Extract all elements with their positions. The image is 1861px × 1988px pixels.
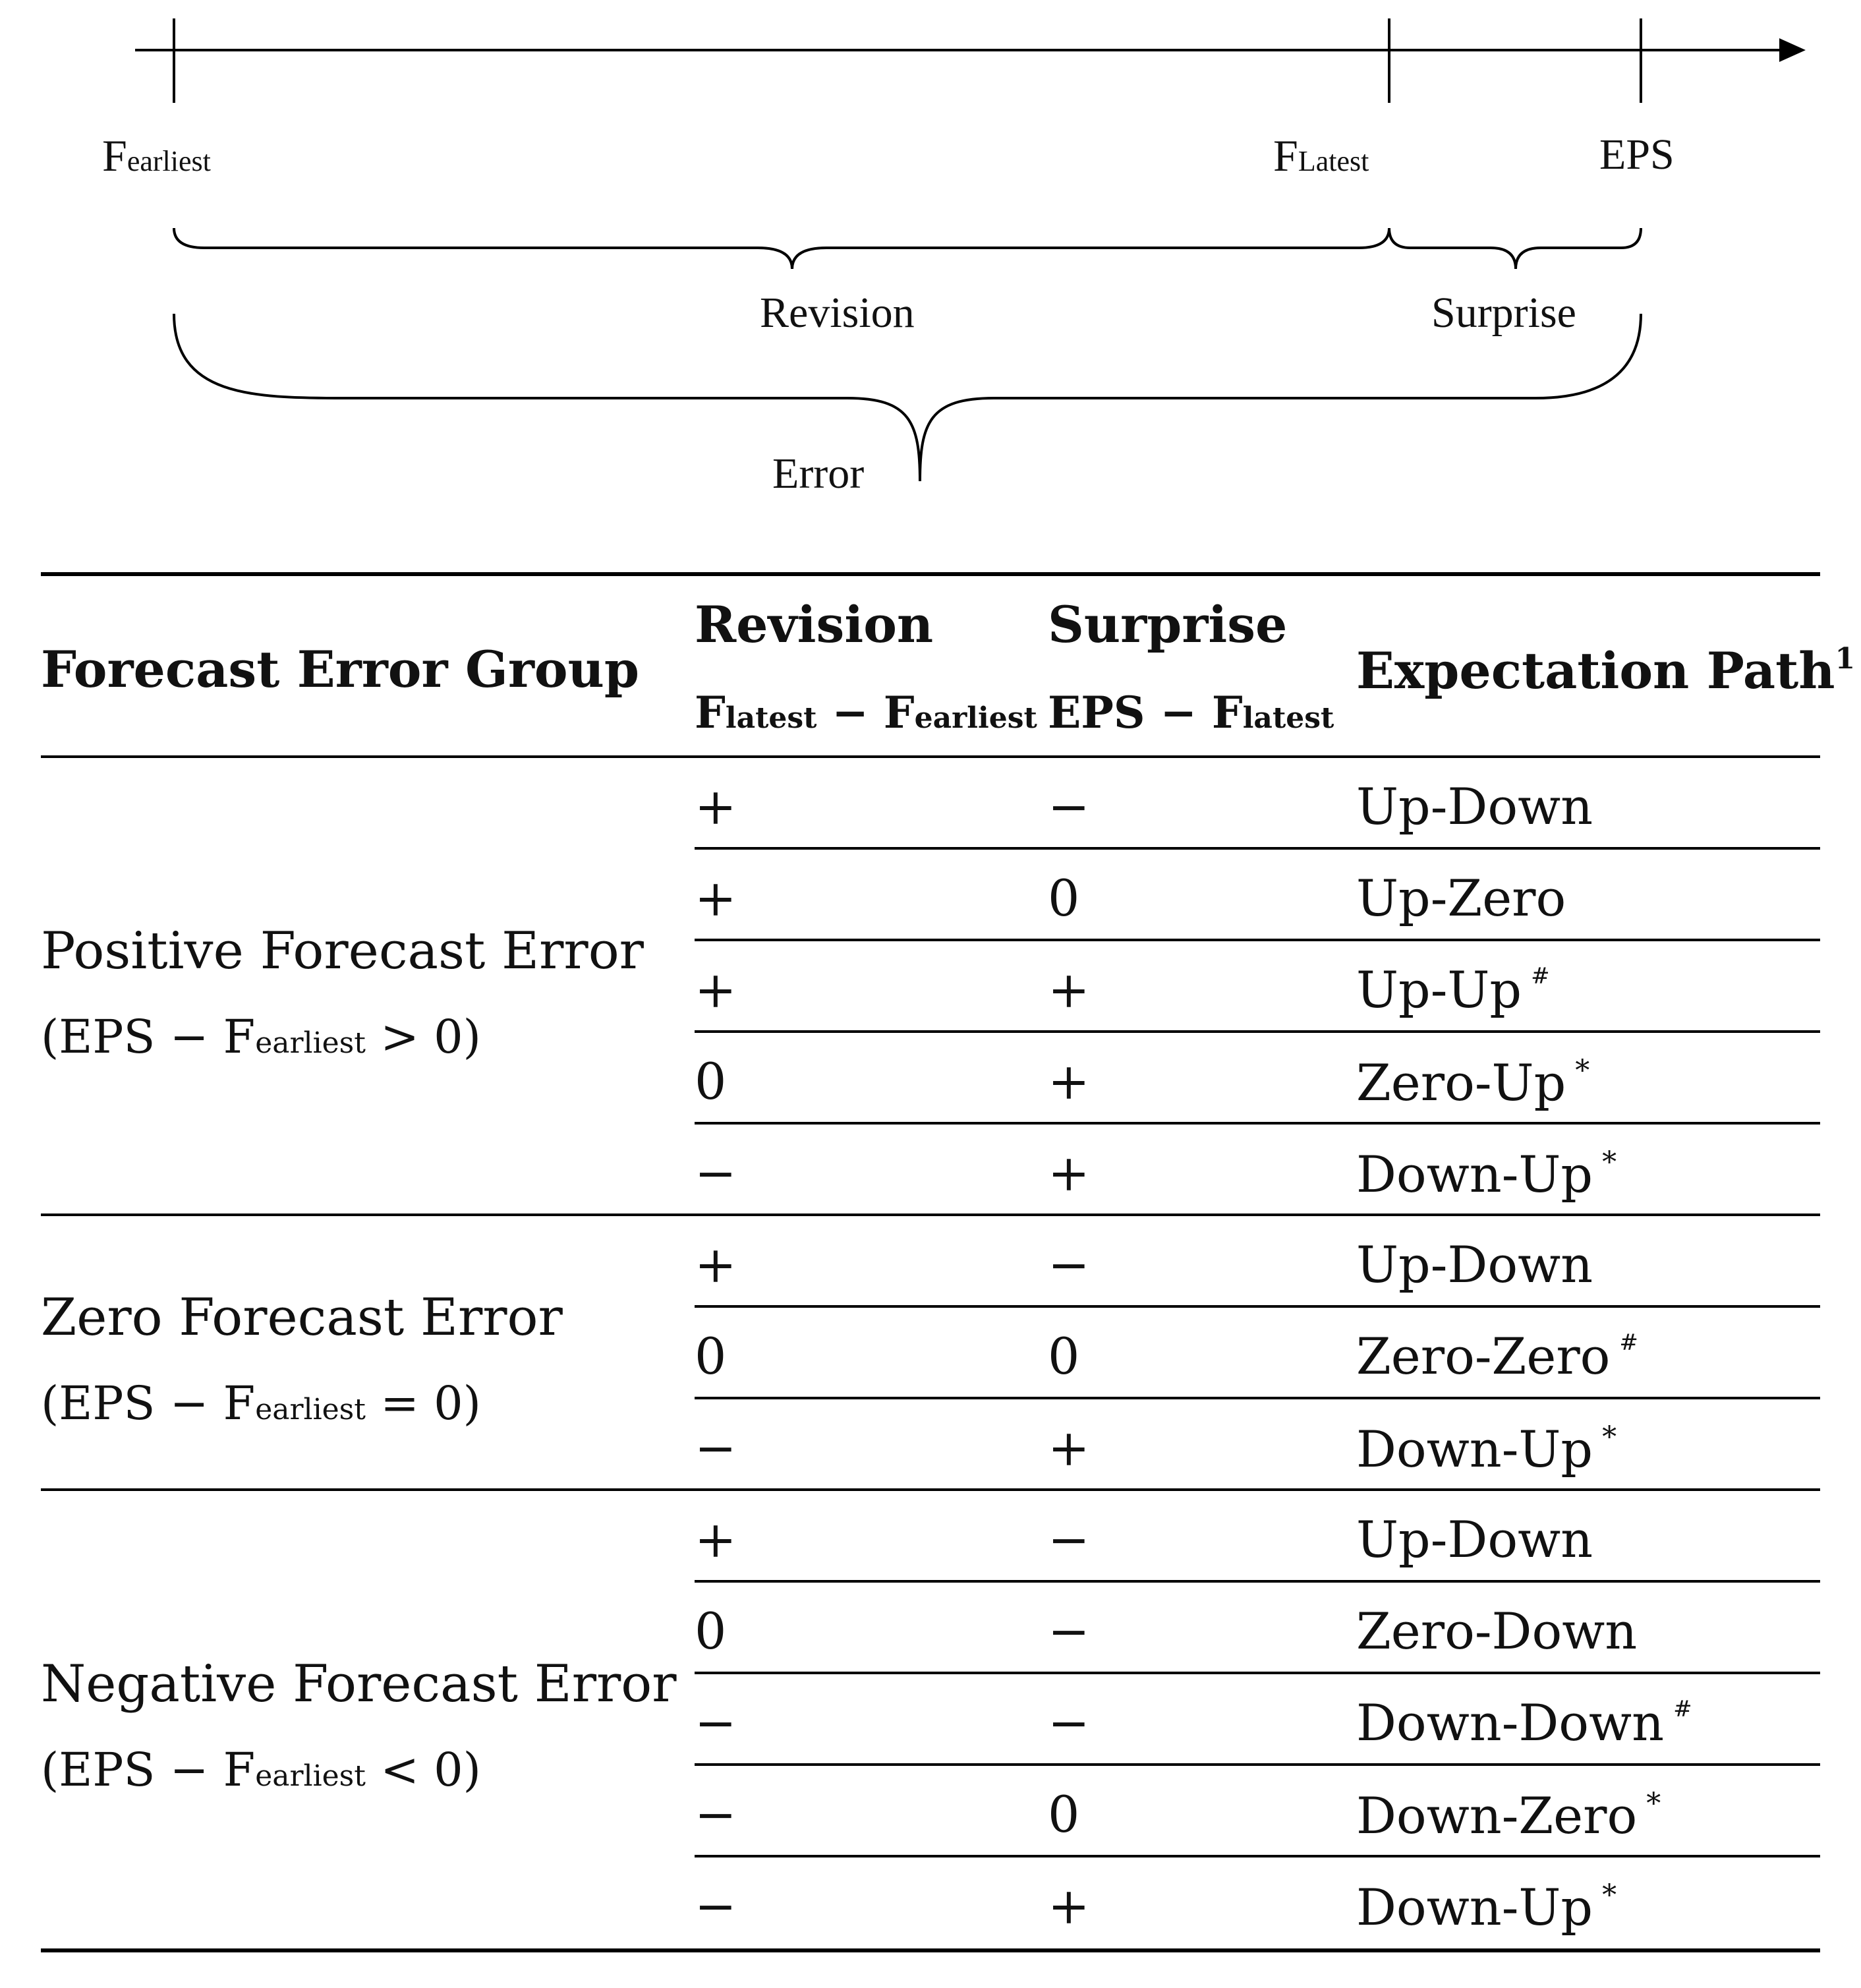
revision-sign: + [695, 1510, 737, 1569]
group-condition: (EPS − Fearliest = 0) [41, 1376, 481, 1430]
surprise-sign: + [1048, 1877, 1090, 1935]
expectation-path: Up-Down [1356, 1510, 1593, 1569]
error-brace [174, 314, 1641, 481]
revision-sign: − [695, 1693, 737, 1752]
revision-sign: − [695, 1785, 737, 1844]
surprise-sign: 0 [1048, 1785, 1080, 1844]
group-condition: (EPS − Fearliest > 0) [41, 1009, 481, 1064]
expectation-path: Zero-Zero # [1356, 1327, 1638, 1386]
asterisk-mark: * [1646, 1787, 1661, 1821]
timeline-graphic [0, 0, 1861, 527]
expectation-path: Zero-Down [1356, 1602, 1638, 1660]
row-rule [695, 847, 1820, 850]
surprise-sign: − [1048, 1510, 1090, 1569]
group-rule [41, 1488, 1820, 1491]
header-rule [41, 755, 1820, 758]
surprise-sign: − [1048, 777, 1090, 836]
surprise-brace [1389, 228, 1641, 269]
hash-mark: # [1619, 1330, 1638, 1356]
hash-mark: # [1531, 963, 1550, 989]
revision-sign: + [695, 1235, 737, 1294]
revision-sign: − [695, 1418, 737, 1477]
timeline-arrowhead [1779, 38, 1806, 62]
group-title: Zero Forecast Error [41, 1287, 563, 1347]
label-revision: Revision [760, 289, 915, 337]
asterisk-mark: * [1602, 1879, 1617, 1912]
timeline-diagram [0, 0, 1861, 527]
row-rule [695, 1122, 1820, 1125]
surprise-sign: + [1048, 1052, 1090, 1111]
revision-brace [174, 228, 1389, 269]
asterisk-mark: * [1602, 1420, 1617, 1454]
row-rule [695, 1305, 1820, 1308]
surprise-sign: + [1048, 1144, 1090, 1202]
header-surprise: Surprise [1048, 595, 1288, 654]
header-surprise-formula: EPS − Flatest [1048, 687, 1334, 738]
revision-sign: + [695, 777, 737, 836]
header-expectation-path: Expectation Path$^1$ [1356, 641, 1856, 700]
surprise-sign: + [1048, 1418, 1090, 1477]
row-rule [695, 1030, 1820, 1033]
row-rule [695, 1763, 1820, 1766]
table-bottom-rule [41, 1948, 1820, 1952]
row-rule [695, 1397, 1820, 1399]
expectation-path: Down-Up * [1356, 1145, 1617, 1204]
expectation-path: Up-Zero [1356, 869, 1566, 927]
expectation-path: Down-Down # [1356, 1693, 1692, 1752]
revision-sign: + [695, 960, 737, 1019]
surprise-sign: 0 [1048, 869, 1080, 927]
expectation-path: Up-Down [1356, 777, 1593, 836]
row-rule [695, 1855, 1820, 1857]
group-title: Positive Forecast Error [41, 921, 644, 981]
table-top-rule [41, 572, 1820, 576]
surprise-sign: − [1048, 1693, 1090, 1752]
label-f-earliest: Fearliest [102, 131, 211, 181]
group-condition: (EPS − Fearliest < 0) [41, 1742, 481, 1797]
surprise-sign: − [1048, 1602, 1090, 1660]
header-forecast-error-group: Forecast Error Group [41, 640, 639, 699]
asterisk-mark: * [1575, 1054, 1590, 1088]
group-title: Negative Forecast Error [41, 1654, 677, 1714]
header-revision: Revision [695, 595, 934, 654]
revision-sign: 0 [695, 1602, 727, 1660]
revision-sign: − [695, 1877, 737, 1935]
revision-sign: 0 [695, 1327, 727, 1386]
expectation-path: Up-Down [1356, 1235, 1593, 1294]
label-f-latest: FLatest [1273, 131, 1369, 181]
surprise-sign: + [1048, 960, 1090, 1019]
revision-sign: − [695, 1144, 737, 1202]
revision-sign: + [695, 869, 737, 927]
header-revision-formula: Flatest − Fearliest [695, 687, 1037, 738]
expectation-path: Up-Up # [1356, 960, 1550, 1019]
expectation-path: Zero-Up * [1356, 1053, 1590, 1112]
row-rule [695, 1672, 1820, 1674]
hash-mark: # [1673, 1696, 1692, 1722]
asterisk-mark: * [1602, 1146, 1617, 1179]
surprise-sign: 0 [1048, 1327, 1080, 1386]
expectation-path: Down-Up * [1356, 1420, 1617, 1478]
revision-sign: 0 [695, 1052, 727, 1111]
label-eps: EPS [1599, 131, 1675, 179]
group-rule [41, 1213, 1820, 1216]
surprise-sign: − [1048, 1235, 1090, 1294]
label-error: Error [772, 450, 865, 498]
expectation-path: Down-Up * [1356, 1878, 1617, 1937]
row-rule [695, 939, 1820, 941]
label-surprise: Surprise [1431, 289, 1576, 337]
expectation-path: Down-Zero * [1356, 1786, 1661, 1845]
row-rule [695, 1580, 1820, 1583]
